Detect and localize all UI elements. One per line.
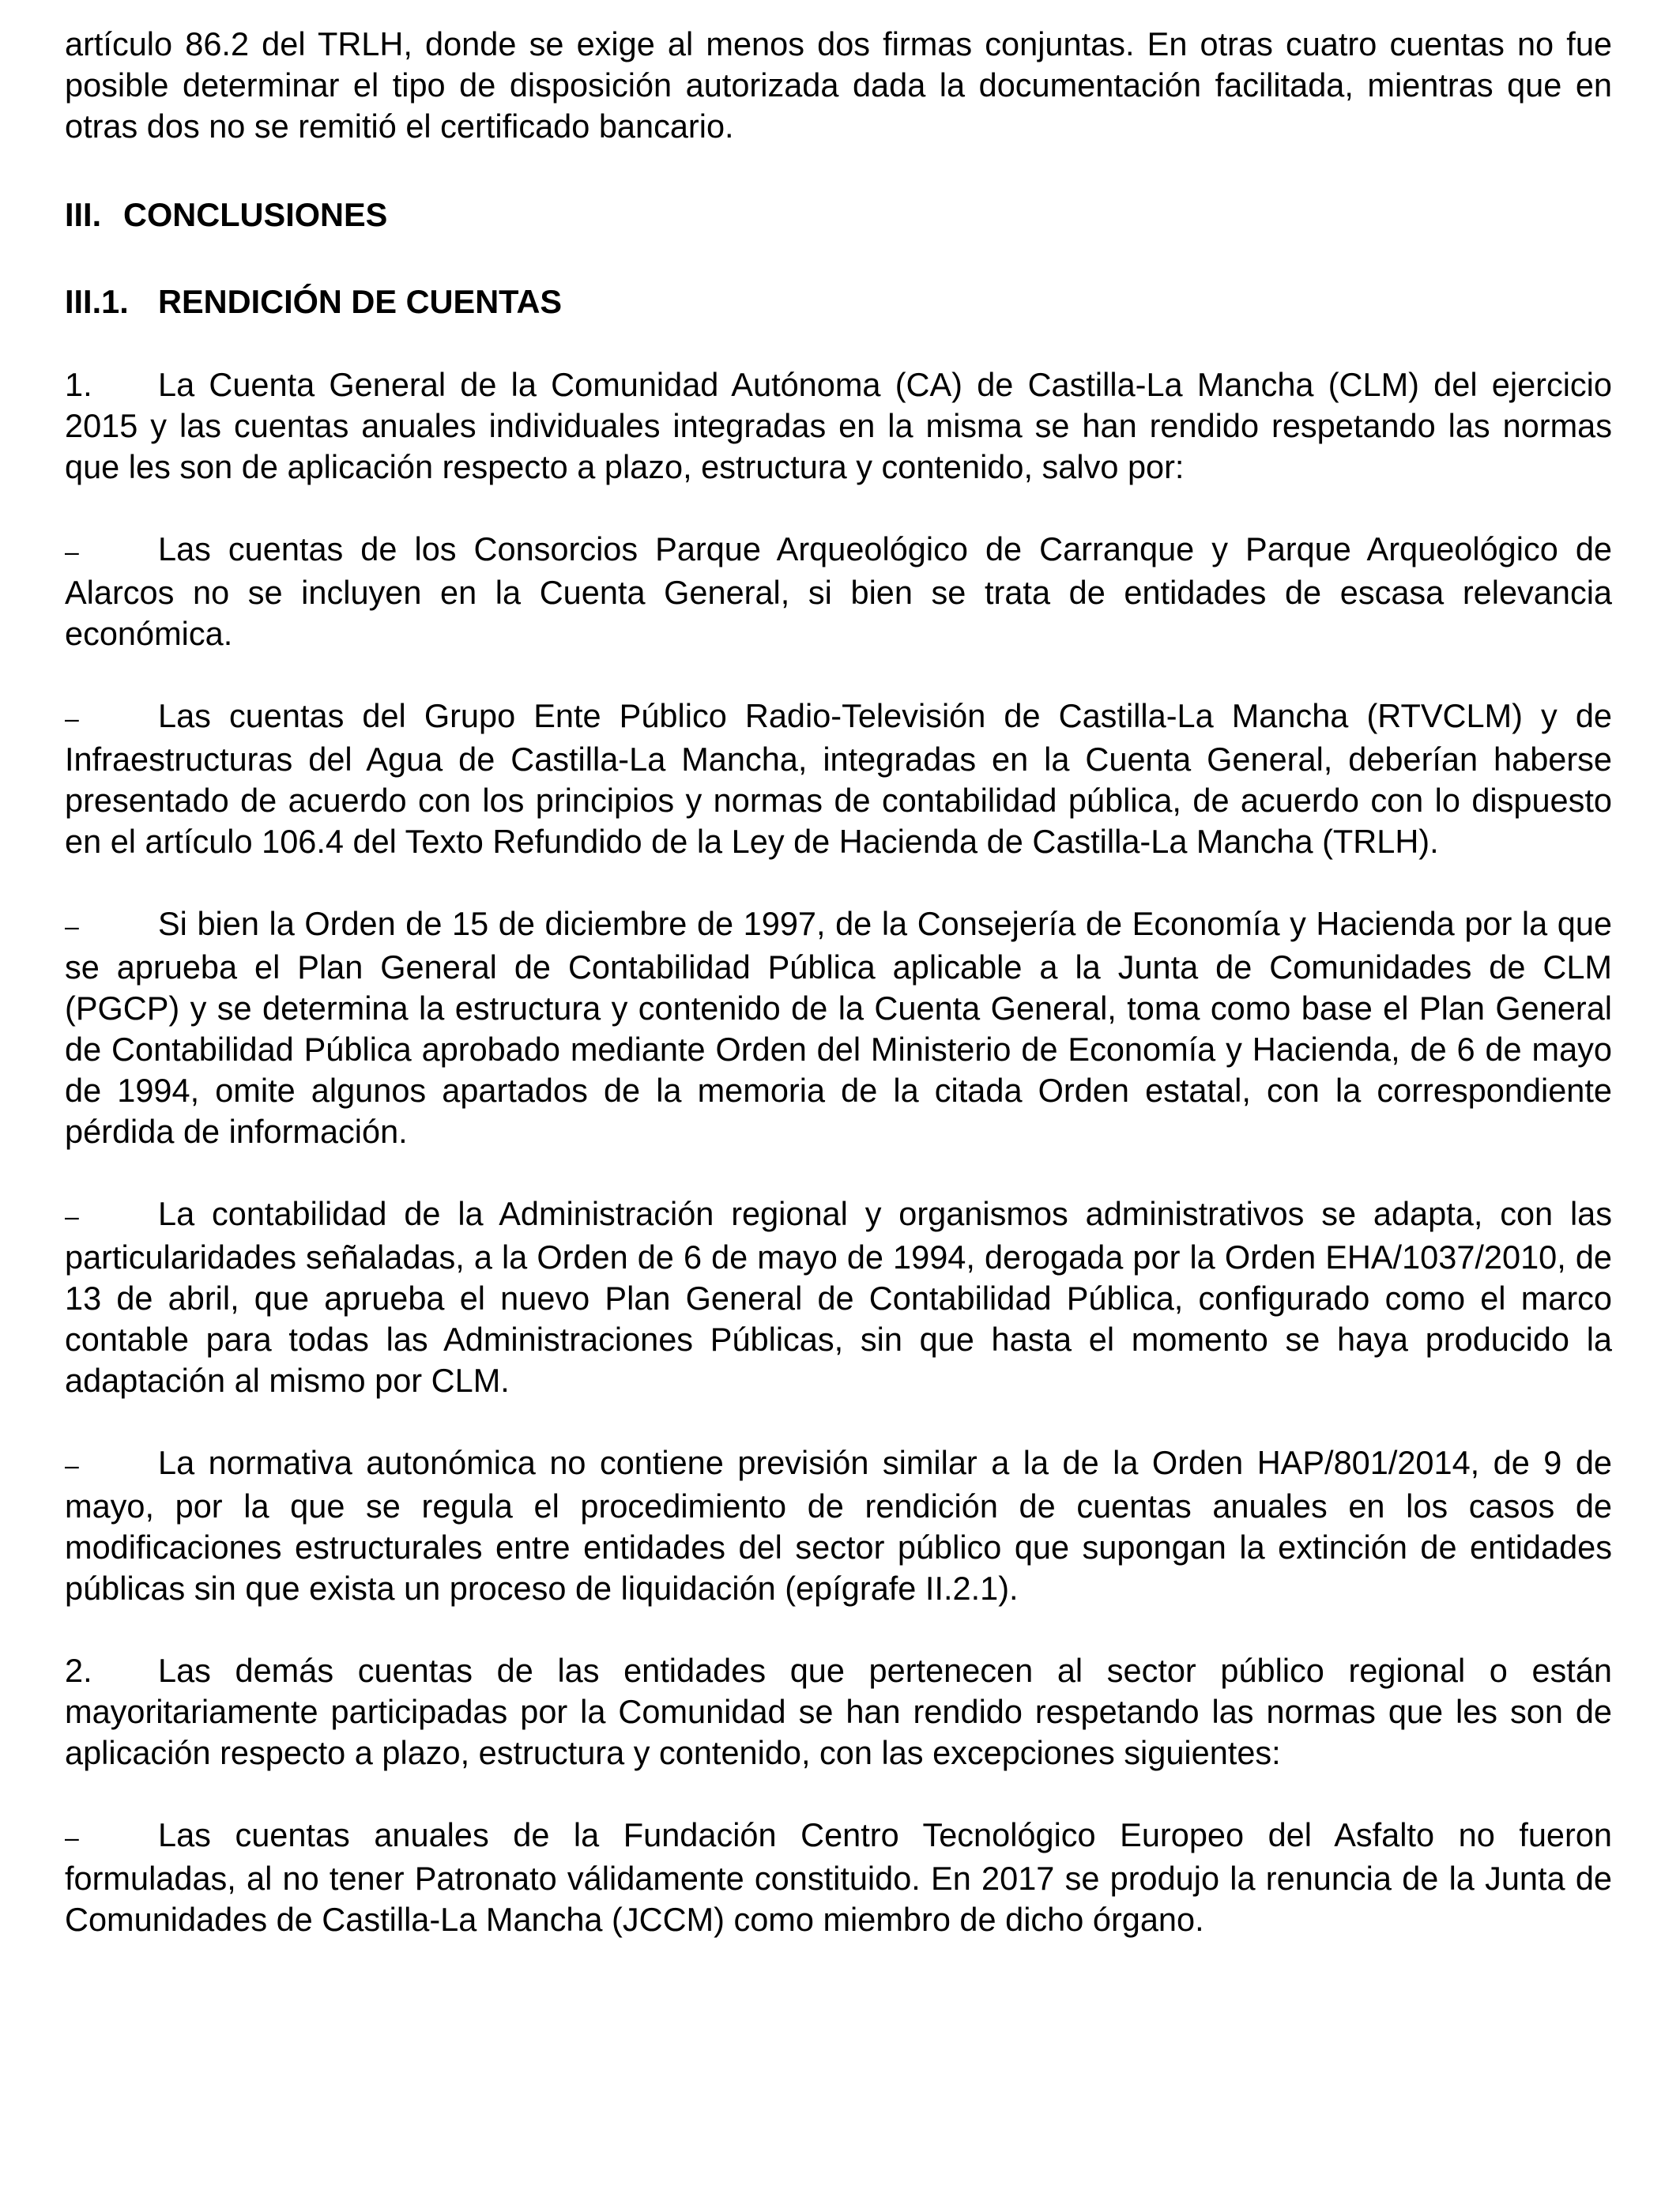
- paragraph-text: La Cuenta General de la Comunidad Autónoma (CA) de Castilla-La Mancha (CLM) del ejercicio 2015 y las cuentas anuales individuales integradas en la misma se han rendido respetando las normas que les son de aplicación respecto a plazo, estructura y contenido, salvo por:: [65, 366, 1612, 485]
- paragraph-2: [65, 1650, 1612, 1774]
- paragraph-text: La normativa autonómica no contiene previsión similar a la de la Orden HAP/801/2014, de 9 de mayo, por la que se regula el procedimiento de rendición de cuentas anuales en los casos de modificaciones estructurales entre entidades del sector público que supongan la extinción de entidades públicas sin que exista un proceso de liquidación (epígrafe II.2.1).: [65, 1444, 1612, 1607]
- bullet-item: [65, 1193, 1612, 1401]
- paragraph-marker: 1.: [65, 366, 92, 403]
- paragraph-text: Si bien la Orden de 15 de diciembre de 1997, de la Consejería de Economía y Hacienda por la que se aprueba el Plan General de Contabilidad Pública aplicable a la Junta de Comunidades de CLM (PGCP) y se determina la estructura y contenido de la Cuenta General, toma como base el Plan General de Contabilidad Pública aprobado mediante Orden del Ministerio de Economía y Hacienda, de 6 de mayo de 1994, omite algunos apartados de la memoria de la citada Orden estatal, con la correspondiente pérdida de información.: [65, 905, 1612, 1150]
- bullet-item: [65, 1442, 1612, 1609]
- bullet-item: [65, 1815, 1612, 1940]
- intro-paragraph: artículo 86.2 del TRLH, donde se exige al menos dos firmas conjuntas. En otras cuatro cuentas no fue posible determinar el tipo de disposición autorizada dada la documentación facilitada, mientras que en otras dos no se remitió el certificado bancario.: [65, 25, 1612, 145]
- paragraph-text: Las cuentas de los Consorcios Parque Arqueológico de Carranque y Parque Arqueológico de Alarcos no se incluyen en la Cuenta General, si bien se trata de entidades de escasa relevancia económica.: [65, 530, 1612, 652]
- subsection-number: III.1.: [65, 283, 129, 320]
- paragraph-text: Las cuentas del Grupo Ente Público Radio-Televisión de Castilla-La Mancha (RTVCLM) y de Infraestructuras del Agua de Castilla-La Mancha, integradas en la Cuenta General, deberían haberse presentado de acuerdo con los principios y normas de contabilidad pública, de acuerdo con lo dispuesto en el artículo 106.4 del Texto Refundido de la Ley de Hacienda de Castilla-La Mancha (TRLH).: [65, 697, 1612, 860]
- dash-bullet: –: [65, 537, 79, 566]
- section-title: CONCLUSIONES: [123, 196, 388, 233]
- paragraph-marker: 2.: [65, 1652, 92, 1689]
- paragraph-text: Las cuentas anuales de la Fundación Centro Tecnológico Europeo del Asfalto no fueron formuladas, al no tener Patronato válidamente constituido. En 2017 se produjo la renuncia de la Junta de Comunidades de Castilla-La Mancha (JCCM) como miembro de dicho órgano.: [65, 1816, 1612, 1938]
- dash-bullet: –: [65, 704, 79, 733]
- paragraph-text: Las demás cuentas de las entidades que pertenecen al sector público regional o están mayoritariamente participadas por la Comunidad se han rendido respetando las normas que les son de aplicación respecto a plazo, estructura y contenido, con las excepciones siguientes:: [65, 1652, 1612, 1771]
- document-page: [65, 24, 1612, 1981]
- bullet-item: [65, 529, 1612, 654]
- dash-bullet: –: [65, 1451, 79, 1480]
- section-number: III.: [65, 196, 102, 233]
- dash-bullet: –: [65, 912, 79, 941]
- section-heading: [65, 194, 1612, 236]
- paragraph-text: La contabilidad de la Administración regional y organismos administrativos se adapta, con las particularidades señaladas, a la Orden de 6 de mayo de 1994, derogada por la Orden EHA/1037/2010, de 13 de abril, que aprueba el nuevo Plan General de Contabilidad Pública, configurado como el marco contable para todas las Administraciones Públicas, sin que hasta el momento se haya producido la adaptación al mismo por CLM.: [65, 1195, 1612, 1399]
- subsection-title: RENDICIÓN DE CUENTAS: [158, 283, 563, 320]
- paragraph-1: [65, 364, 1612, 488]
- bullet-item: [65, 903, 1612, 1152]
- dash-bullet: –: [65, 1202, 79, 1231]
- bullet-item: [65, 696, 1612, 862]
- dash-bullet: –: [65, 1823, 79, 1852]
- subsection-heading: [65, 281, 1612, 322]
